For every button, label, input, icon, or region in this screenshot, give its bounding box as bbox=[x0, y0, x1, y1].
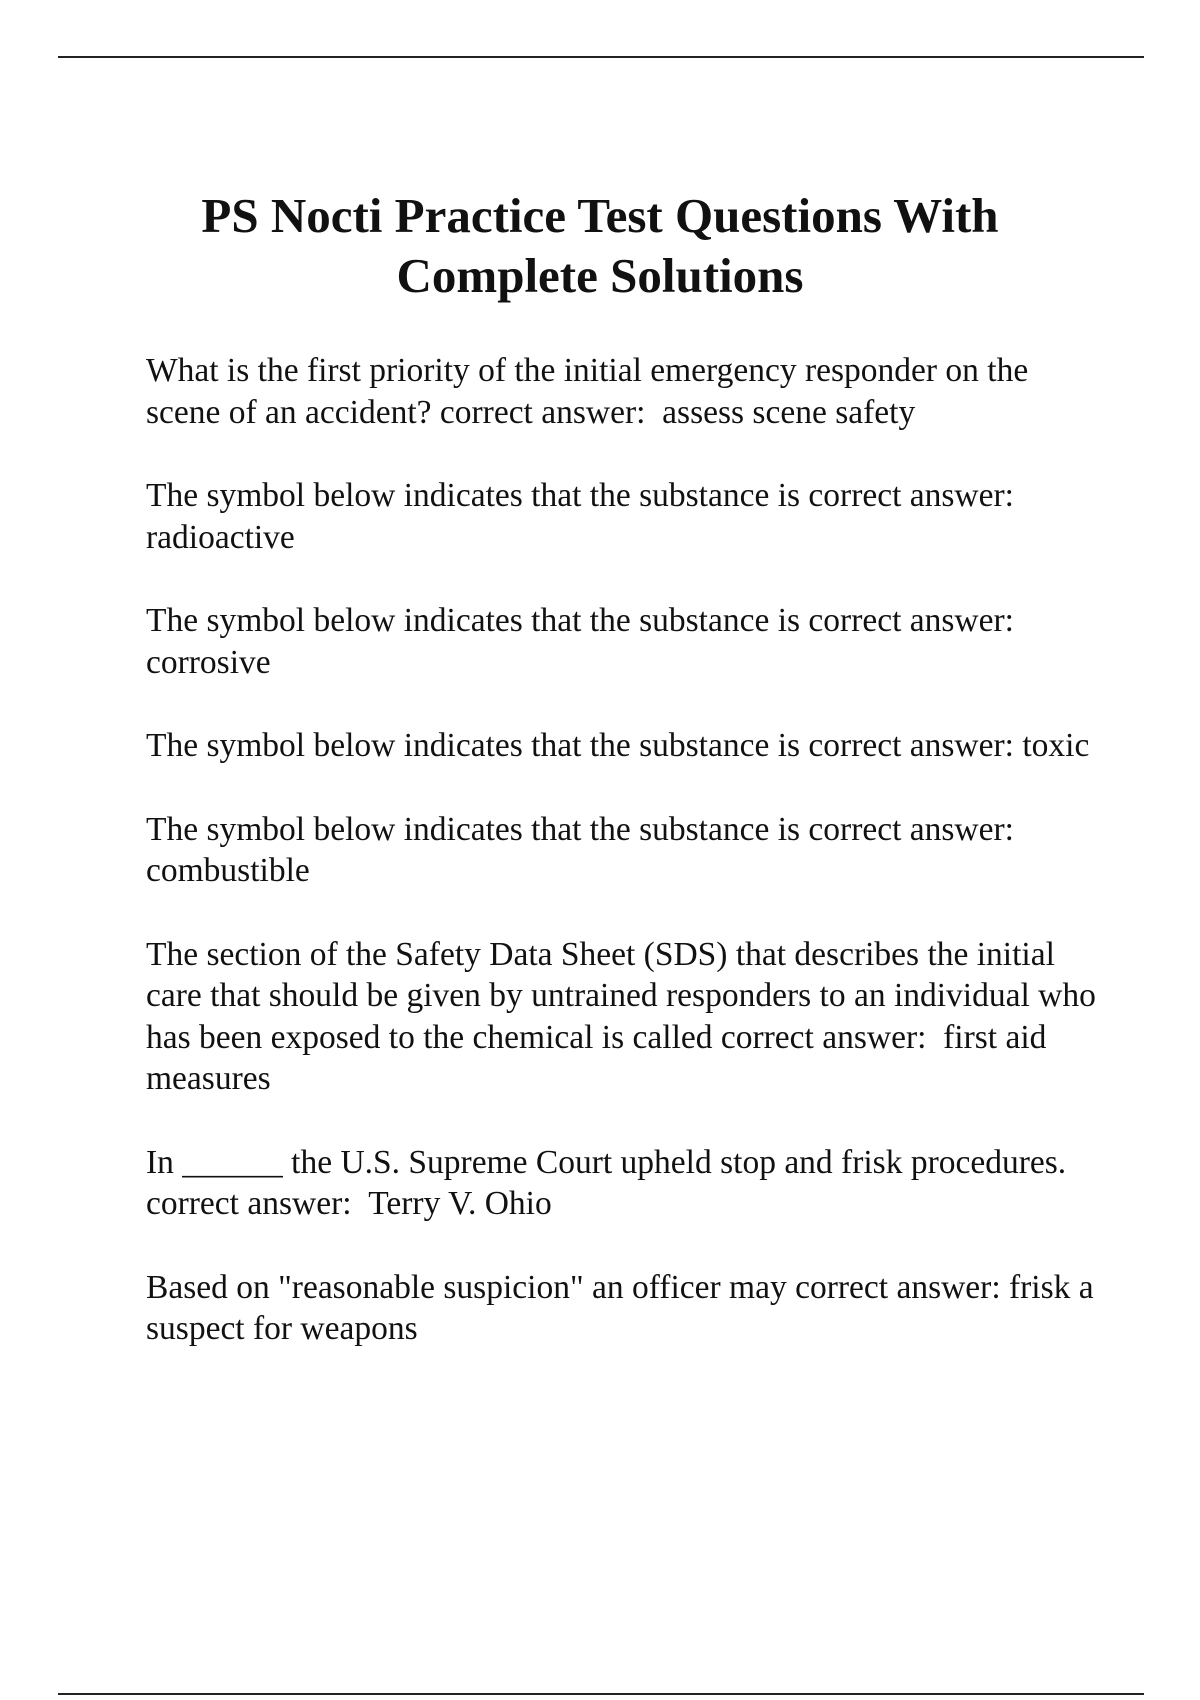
answer-label: correct answer: bbox=[808, 810, 1014, 848]
answer-text: corrosive bbox=[146, 643, 271, 681]
title-line-2: Complete Solutions bbox=[396, 248, 804, 303]
answer-label: correct answer: bbox=[439, 393, 646, 431]
qa-item bbox=[146, 725, 1106, 767]
answer-text: Terry V. Ohio bbox=[368, 1185, 552, 1222]
answer-text: combustible bbox=[146, 852, 310, 889]
answer-text: frisk a suspect for weapons bbox=[146, 1268, 1094, 1347]
answer-text: radioactive bbox=[146, 518, 295, 556]
question-text: The symbol below indicates that the substance is bbox=[146, 810, 801, 848]
qa-item bbox=[146, 475, 1106, 558]
answer-label: correct answer: bbox=[720, 1018, 927, 1056]
qa-item bbox=[146, 1267, 1106, 1350]
question-text: The symbol below indicates that the substance is bbox=[146, 477, 801, 514]
qa-item bbox=[146, 934, 1106, 1100]
answer-label: correct answer: bbox=[146, 1185, 352, 1222]
answer-label: correct answer: bbox=[808, 602, 1014, 639]
answer-text: first aid measures bbox=[146, 1018, 1047, 1097]
question-text: The symbol below indicates that the substance is bbox=[146, 727, 801, 764]
question-list bbox=[146, 350, 1106, 1392]
bottom-divider bbox=[58, 1693, 1144, 1695]
title-line-1: PS Nocti Practice Test Questions With bbox=[201, 188, 999, 243]
question-text: Based on "reasonable suspicion" an officer may bbox=[146, 1268, 787, 1306]
top-divider bbox=[58, 56, 1144, 58]
answer-text: assess scene safety bbox=[662, 393, 916, 431]
answer-label: correct answer: bbox=[808, 477, 1014, 514]
question-text: What is the first priority of the initial emergency responder on the scene of an accident? bbox=[146, 352, 1029, 431]
qa-item bbox=[146, 350, 1106, 433]
answer-label: correct answer: bbox=[808, 727, 1014, 764]
qa-item bbox=[146, 809, 1106, 892]
document-title bbox=[100, 186, 1100, 306]
answer-label: correct answer: bbox=[795, 1268, 1001, 1306]
question-text: The section of the Safety Data Sheet (SDS) that describes the initial care that should be given by untrained responders to an individual who has been exposed to the chemical is called bbox=[146, 935, 1096, 1056]
question-text: In ______ the U.S. Supreme Court upheld stop and frisk procedures. bbox=[146, 1143, 1067, 1181]
qa-item bbox=[146, 1142, 1106, 1225]
question-text: The symbol below indicates that the substance is bbox=[146, 602, 801, 639]
qa-item bbox=[146, 600, 1106, 683]
answer-text: toxic bbox=[1022, 727, 1090, 764]
